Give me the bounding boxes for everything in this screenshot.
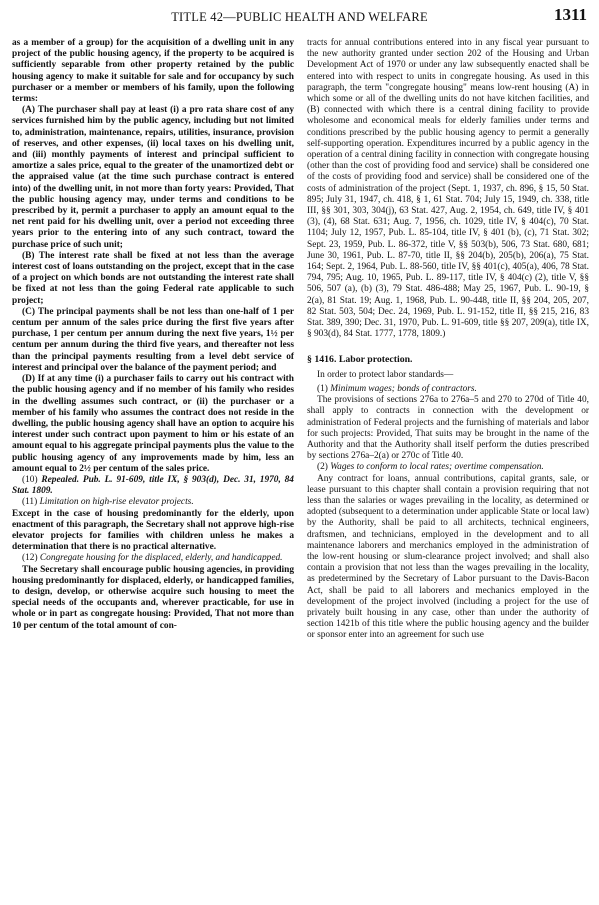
subsection-11-number: (11) [22,497,38,508]
subsection-2-number: (2) [317,462,328,473]
subsection-12-heading [12,553,294,564]
subsection-1-heading [307,384,589,395]
section-heading: § 1416. Labor protection. [307,354,413,366]
subsection-12-title: Congregate housing for the displaced, elderly, and handicapped. [39,553,283,564]
subsection-10 [12,475,294,497]
subsection-2-heading [307,462,589,473]
right-column [307,38,589,642]
subsection-10-number: (10) [22,474,38,485]
subsection-1-body: The provisions of sections 276a to 276a–5 and 270 to 270d of Title 40, shall apply to contracts in connection with the development or administration of Federal projects and the furnishing of materials and labor for such projects: Provided, That suits may be brought in the name of the Authority and that the Authority shall itself perform the duties prescribed by sections 276a–2(a) or 270c of Title 40. [307,395,589,462]
subsection-11-body: Except in the case of housing predominantly for the elderly, upon enactment of this paragraph, the Secretary shall not approve high-rise elevator projects for families with children unless he makes a determination that there is no practical alternative. [12,508,294,553]
paragraph-a: (A) The purchaser shall pay at least (i) a pro rata share cost of any services furnished him by the public agency, including but not limited to, administration, maintenance, repairs, utilities, insurance, provision of reserves, and other expenses, (ii) local taxes on his dwelling unit, and (iii) monthly payments of interest and principal sufficient to amortize a sales price, equal to the greater of the unamortized debt or the appraised value (at the time such purchase contract is entered into) of the dwelling unit, in not more than forty years: Provided, That the public housing agency may, under terms and conditions to be prescribed by it, permit a purchaser to apply an amount equal to the net rent paid for his dwelling unit, over a period not exceeding three years prior to the entering into of any such contract, toward the purchase price of such unit; [12,105,294,250]
subsection-2-body: Any contract for loans, annual contributions, capital grants, sale, or lease pursuant to this chapter shall contain a provision requiring that not less than the salaries or wages prevailing in the locality, as determined or adopted (subsequent to a determination under applicable State or local law) by the Authority, shall be paid to all architects, technical engineers, draftsmen, and technicians, employed in the development and to all maintenance laborers and merchanics employed in the administration of the low-rent housing or slum-clearance project involved; and shall also contain a provision that not less than the wages prevailing in the locality, as predetermined by the Secretary of Labor pursuant to the Davis-Bacon Act, shall be paid to all laborers and mechanics employed in the development of the project involved (including a project for the use of privately built housing in any case, other than under the authority of section 1421b of this title where the public housing agency and the builder or sponsor enter into an agreement for such use [307,473,589,641]
left-column [12,38,294,632]
header-title: TITLE 42—PUBLIC HEALTH AND WELFARE [171,10,428,24]
subsection-11-title: Limitation on high-rise elevator projects. [39,497,194,508]
subsection-1-title: Minimum wages; bonds of contractors. [330,383,477,394]
continued-text: tracts for annual contributions entered into in any fiscal year pursuant to the new authority granted under section 202 of the Housing and Urban Development Act of 1970 or under any law subsequently enacted shall be entered into with respect to units in congregate housing. As used in this paragraph, the term "congregate housing" means low-rent housing (A) in which some or all of the dwelling units do not have kitchen facilities, and (B) connected with which there is a central dining facility to provide wholesome and economical meals for elderly families under terms and conditions prescribed by the public housing agency to permit a generally self-supporting operation. Expenditures incurred by a public agency in the operation of a central dining facility in connection with congregate housing (other than the cost of providing food and service) shall be considered one of the costs of providing food and service) shall be considered one of the costs of administration of the project [307,38,589,194]
paragraph-continued [307,38,589,340]
paragraph-intro: as a member of a group) for the acquisition of a dwelling unit in any project of the public housing agency, if the property to be acquired is sufficiently separable from other property retained by the public housing agency to make it suitable for sale and for occupancy by such purchaser or a member or members of his family, upon the following terms: [12,38,294,105]
subsection-1-number: (1) [317,383,328,394]
subsection-11-heading [12,497,294,508]
paragraph-c: (C) The principal payments shall be not less than one-half of 1 per centum per annum of the sales price during the first five years after purchase, 1 per centum per annum during the next five years, 1½ per centum per annum during the third five years, and thereafter not less than the principal payments resulting from a level debt service of interest and principal over the balance of the payment period; and [12,306,294,373]
subsection-12-body: The Secretary shall encourage public housing agencies, in providing housing predominantly for displaced, elderly, or handicapped families, to design, develop, or otherwise acquire such housing to meet the special needs of the occupants and, wherever practicable, for use in whole or in part as congregate housing: Provided, That not more than 10 per centum of the total amount of con- [12,564,294,631]
subsection-10-text: Repealed. Pub. L. 91-609, title IX, § 903(d), Dec. 31, 1970, 84 Stat. 1809. [12,474,294,497]
running-header [0,4,599,26]
page-number: 1311 [553,5,587,24]
section-intro: In order to protect labor standards— [317,369,454,380]
paragraph-d: (D) If at any time (i) a purchaser fails to carry out his contract with the public housing agency and if no member of his family who resides in the dwelling assumes such contract, or (ii) the purchaser or a member of his family who assumes the contract does not reside in the dwelling, the public housing agency shall have an option to acquire his interest under such contract upon payment to him or his estate of an amount equal to his aggregate principal payments plus the value to the public housing agency of any improvements made by him, less an amount equal to 2½ per centum of the sales price. [12,374,294,474]
source-credits: (Sept. 1, 1937, ch. 896, § 15, 50 Stat. 895; July 31, 1947, ch. 418, § 1, 61 Stat. 704; July 15, 1949, ch. 338, title III, §§ 301, 303, 304(j), 63 Stat. 427, Aug. 2, 1954, ch. 649, title IV, § 401 (3), (4), 68 Stat. 631; Aug. 7, 1956, ch. 1029, title IV, § 404(c), 70 Stat. 1104; July 12, 1957, Pub. L. 85-104, title IV, § 401 (b), (c), 71 Stat. 302; Sept. 23, 1959, Pub. L. 86-372, title V, §§ 503(b), 506, 73 Stat. 680, 681; June 30, 1961, Pub. L. 87-70, title II, §§ 204(b), 205(b), 206(a), 75 Stat. 164; Sept. 2, 1964, Pub. L. 88-560, title IV, §§ 401(c), 405(a), 406, 78 Stat. 794, 795; Aug. 10, 1965, Pub. L. 89-117, title IV, § 404(c) (2), title V, §§ 506, 507 (a), (b) (3), 79 Stat. 486-488; May 25, 1967, Pub. L. 90-19, § 2(a), 81 Stat. 19; Aug. 1, 1968, Pub. L. 90-448, title II, §§ 204, 205, 207, 82 Stat. 503, 504; Dec. 24, 1969, Pub. L. 91-152, title II, §§ 215, 216, 83 Stat. 389, 390; Dec. 31, 1970, Pub. L. 91-609, title §§ 207, 209(a), title IX, § 903(d), 84 Stat. 1777, 1778, 1809.) [307,183,589,340]
paragraph-b: (B) The interest rate shall be fixed at not less than the average interest cost of loans outstanding on the project, except that in the case of a project on which bonds are not outstanding the interest rate shall be fixed at not less than the going Federal rate applicable to such project; [12,250,294,306]
subsection-12-number: (12) [22,553,38,564]
subsection-2-title: Wages to conform to local rates; overtime compensation. [330,462,544,473]
